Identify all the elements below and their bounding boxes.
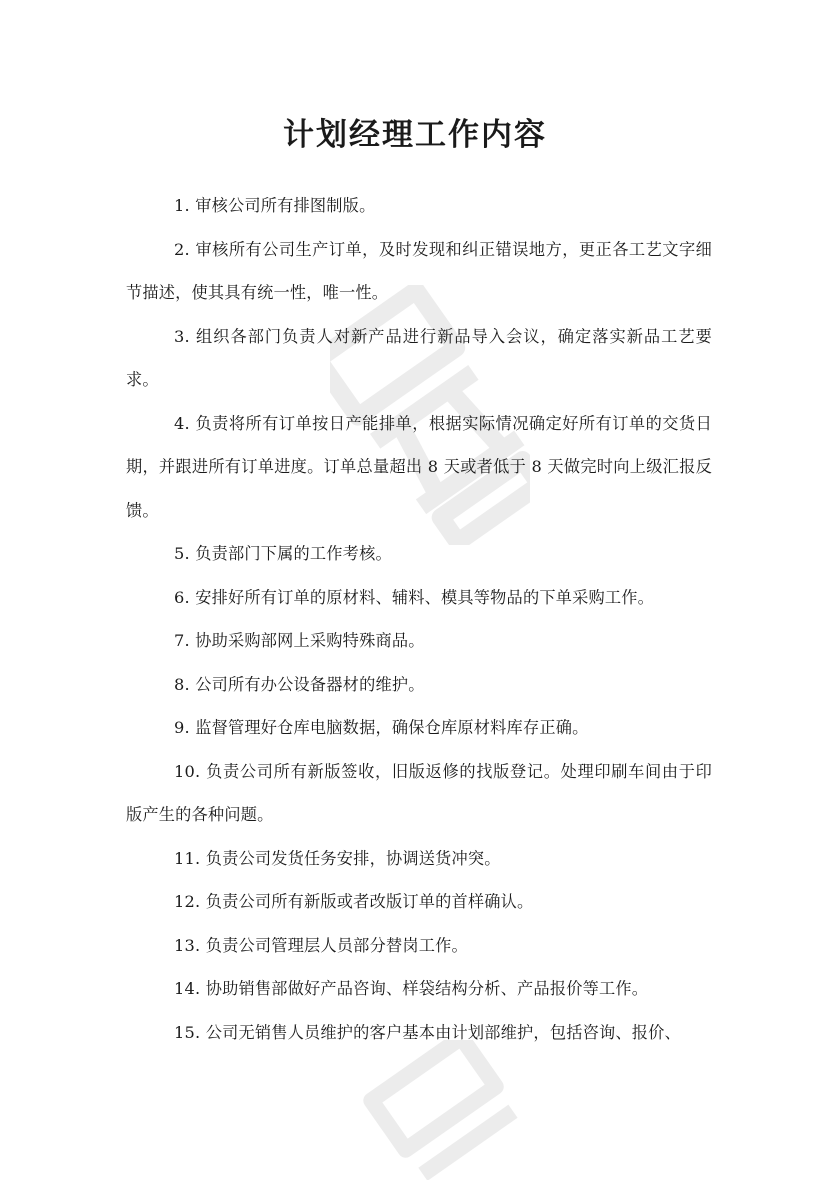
list-item: 6. 安排好所有订单的原材料、辅料、模具等物品的下单采购工作。 [174, 587, 655, 607]
list-item: 2. 审核所有公司生产订单，及时发现和纠正错误地方，更正各工艺文字细节描述，使其具有统一性，唯一性。 [126, 239, 712, 302]
list-item: 13. 负责公司管理层人员部分替岗工作。 [174, 935, 468, 955]
list-item: 12. 负责公司所有新版或者改版订单的首样确认。 [174, 892, 534, 911]
watermark-icon [360, 1040, 530, 1180]
list-item: 7. 协助采购部网上采购特殊商品。 [174, 631, 425, 650]
list-item: 10. 负责公司所有新版签收，旧版返修的找版登记。处理印刷车间由于印版产生的各种问题。 [126, 761, 712, 824]
list-item: 15. 公司无销售人员维护的客户基本由计划部维护，包括咨询、报价、 [174, 1022, 681, 1042]
list-item: 9. 监督管理好仓库电脑数据，确保仓库原材料库存正确。 [174, 718, 589, 737]
page-title: 计划经理工作内容 [283, 117, 547, 153]
document-body [126, 184, 712, 1054]
list-item: 8. 公司所有办公设备器材的维护。 [174, 674, 425, 694]
list-item: 5. 负责部门下属的工作考核。 [174, 544, 392, 563]
list-item: 1. 审核公司所有排图制版。 [174, 196, 376, 215]
list-item: 11. 负责公司发货任务安排，协调送货冲突。 [174, 848, 501, 868]
list-item: 14. 协助销售部做好产品咨询、样袋结构分析、产品报价等工作。 [174, 979, 649, 998]
list-item: 4. 负责将所有订单按日产能排单，根据实际情况确定好所有订单的交货日期，并跟进所有订单进度。订单总量超出 8 天或者低于 8 天做完时向上级汇报反馈。 [126, 413, 712, 520]
list-item: 3. 组织各部门负责人对新产品进行新品导入会议，确定落实新品工艺要求。 [126, 326, 712, 389]
